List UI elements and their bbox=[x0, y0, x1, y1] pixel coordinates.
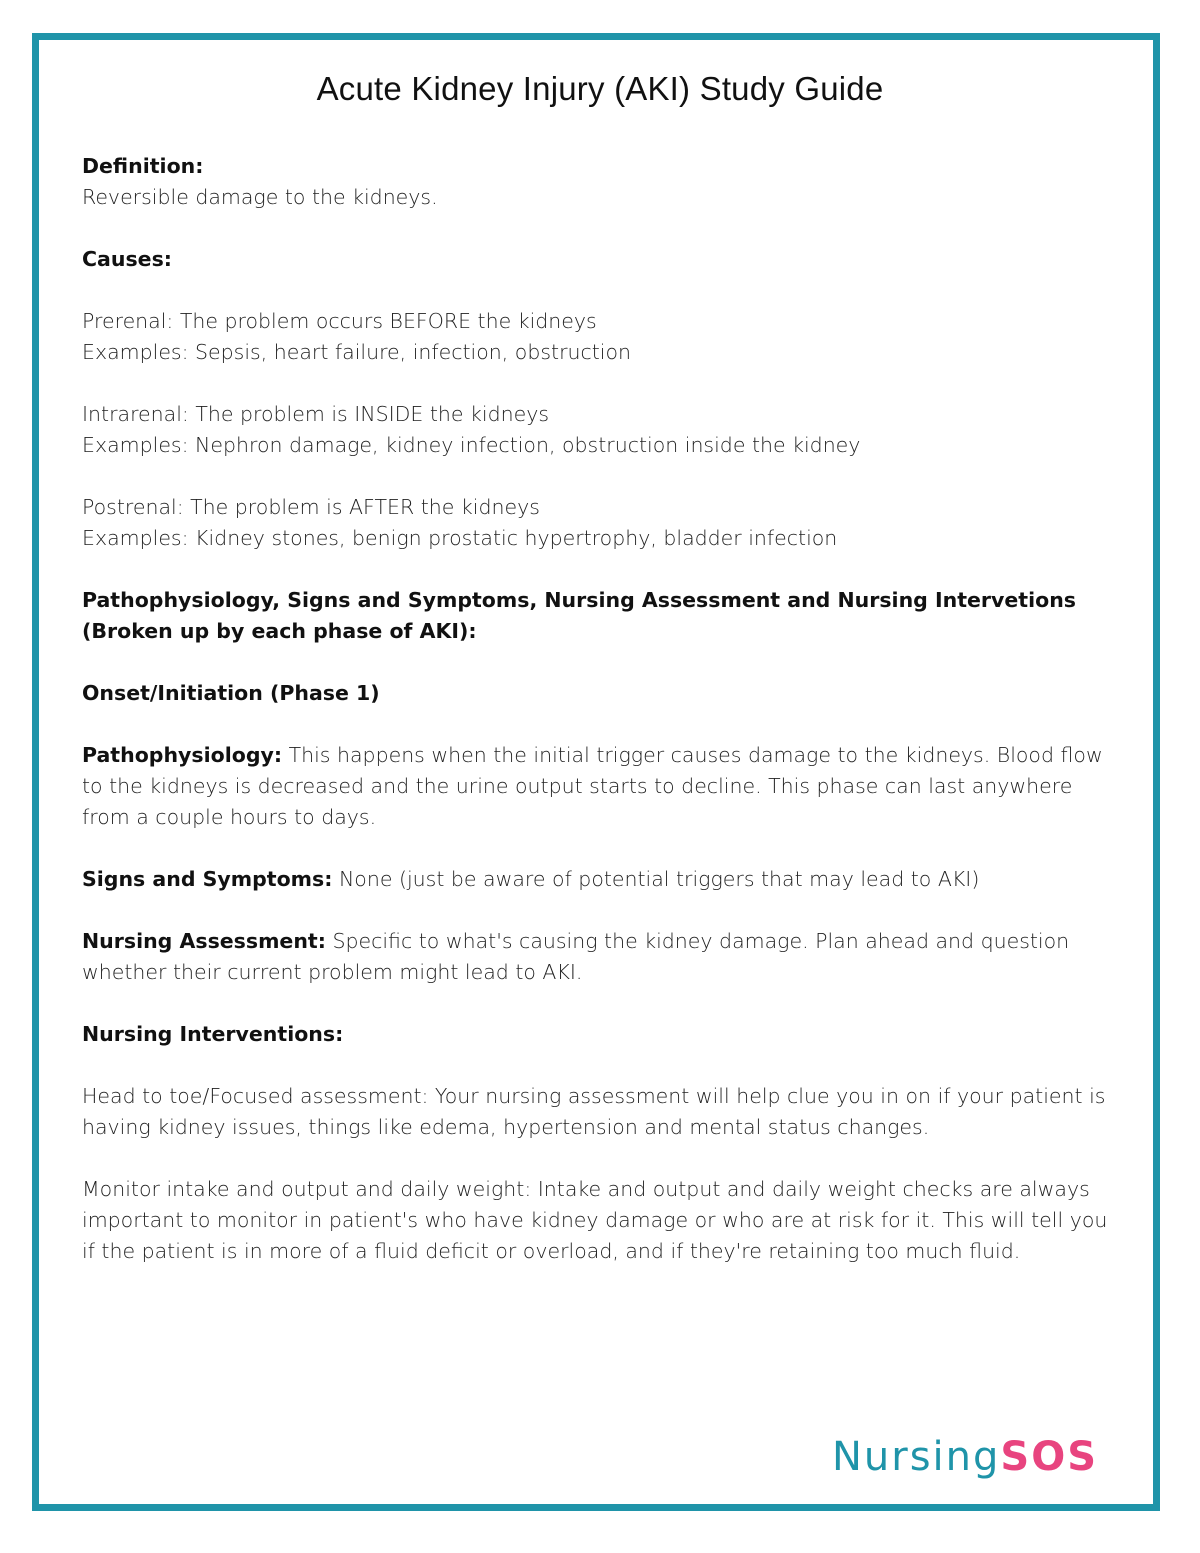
patho-text: This happens when the initial trigger causes damage to the kidneys. Blood flow to the kidneys is decreased and the urine output starts to decline. This phase can last anywhere from a couple hours to days. bbox=[82, 743, 1103, 829]
intervention-assessment: Head to toe/Focused assessment: Your nursing assessment will help clue you in on if your patient is having kidney issues, things like edema, hypertension and mental status changes. bbox=[82, 1084, 1106, 1139]
study-guide-content bbox=[82, 151, 1122, 1267]
phase1-patho bbox=[82, 740, 1122, 833]
patho-section-heading: Pathophysiology, Signs and Symptoms, Nursing Assessment and Nursing Intervetions (Broken up by each phase of AKI): bbox=[82, 588, 1076, 643]
signs-text: None (just be aware of potential triggers that may lead to AKI) bbox=[332, 867, 980, 891]
causes-heading: Causes: bbox=[82, 247, 172, 271]
assessment-label: Nursing Assessment: bbox=[82, 929, 326, 953]
logo-part-sos: SOS bbox=[1000, 1434, 1099, 1480]
definition-heading: Definition: bbox=[82, 154, 204, 178]
assessment-text: Specific to what's causing the kidney damage. Plan ahead and question whether their current problem might lead to AKI. bbox=[82, 929, 1070, 984]
signs-label: Signs and Symptoms: bbox=[82, 867, 333, 891]
phase1-signs bbox=[82, 864, 1122, 895]
page-title: Acute Kidney Injury (AKI) Study Guide bbox=[316, 70, 884, 107]
patho-label: Pathophysiology: bbox=[82, 743, 283, 767]
postrenal-line: Postrenal: The problem is AFTER the kidneys bbox=[82, 495, 540, 519]
interventions-heading: Nursing Interventions: bbox=[82, 1022, 344, 1046]
definition-text: Reversible damage to the kidneys. bbox=[82, 185, 438, 209]
prerenal-line: Prerenal: The problem occurs BEFORE the kidneys bbox=[82, 309, 597, 333]
phase1-assessment bbox=[82, 926, 1122, 988]
prerenal-examples: Examples: Sepsis, heart failure, infection, obstruction bbox=[82, 340, 632, 364]
phase1-heading: Onset/Initiation (Phase 1) bbox=[82, 681, 380, 705]
intrarenal-examples: Examples: Nephron damage, kidney infection, obstruction inside the kidney bbox=[82, 433, 861, 457]
logo-part-nursing: Nursing bbox=[832, 1434, 1001, 1480]
postrenal-examples: Examples: Kidney stones, benign prostatic hypertrophy, bladder infection bbox=[82, 526, 838, 550]
nursingsos-logo bbox=[832, 1434, 1098, 1480]
intervention-intake-output: Monitor intake and output and daily weight: Intake and output and daily weight checks are always important to monitor in patient's who have kidney damage or who are at risk for it. This will tell you if the patient is in more of a fluid deficit or overload, and if they're retaining too much fluid. bbox=[82, 1177, 1108, 1263]
intrarenal-line: Intrarenal: The problem is INSIDE the kidneys bbox=[82, 402, 550, 426]
